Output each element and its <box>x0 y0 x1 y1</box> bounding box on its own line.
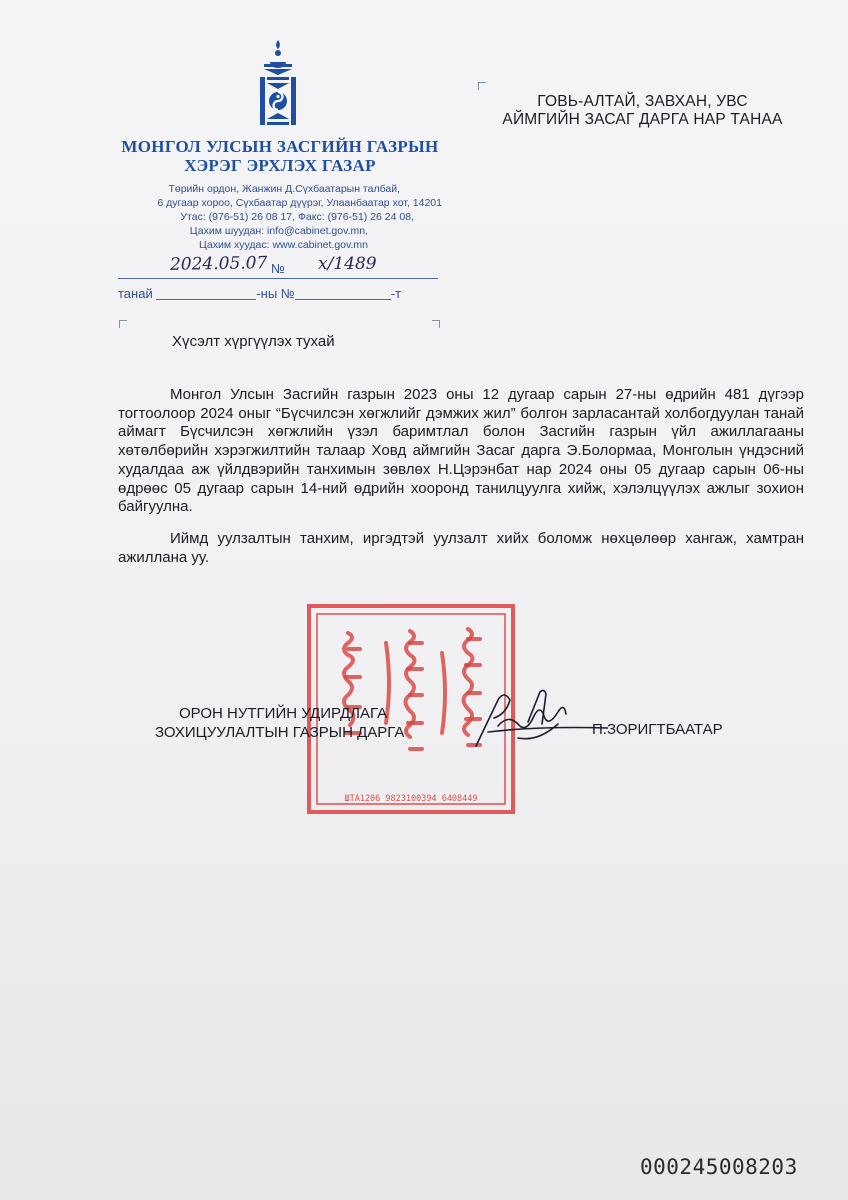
signatory-title-line2: ЗОХИЦУУЛАЛТЫН ГАЗРЫН ДАРГА <box>155 724 405 741</box>
signatory-title-line1: ОРОН НУТГИЙН УДИРДЛАГА <box>179 705 388 722</box>
email-line: Цахим шуудан: info@cabinet.gov.mn, <box>189 225 368 237</box>
contact-block <box>90 182 450 252</box>
soyombo-emblem-icon <box>250 38 306 130</box>
reply-middle: -ны № <box>256 286 295 301</box>
address-line1: Төрийн ордон, Жанжин Д.Сүхбаатарын талбай, <box>168 183 400 195</box>
addressee-line1: ГОВЬ-АЛТАЙ, ЗАВХАН, УВС <box>537 93 748 110</box>
reply-prefix: танай <box>118 286 153 301</box>
handwritten-signature <box>468 686 608 752</box>
handwritten-date: 2024.05.07 <box>169 253 268 275</box>
stamp-registration-text: ШТА1206 9823100394 6408449 <box>344 794 478 804</box>
website-line: Цахим хуудас: www.cabinet.gov.mn <box>198 239 368 251</box>
corner-mark <box>119 320 127 328</box>
corner-mark <box>432 320 440 328</box>
reply-reference-line <box>118 286 448 301</box>
document-serial-number: 000245008203 <box>640 1155 798 1179</box>
body-paragraph-1: Монгол Улсын Засгийн газрын 2023 оны 12 дугаар сарын 27-ны өдрийн 481 дүгээр тогтоолоор 2024 оныг “Бүсчилсэн хөгжлийг дэмжих жил” болгон зарласантай холбогдуулан танай аймагт Бүсчилсэн хөгжлийн үзэл баримтлал болон Засгийн газрын үйл ажиллагааны хөтөлбөрийн хэрэгжилтийн талаар Ховд аймгийн Засаг дарга Э.Болормаа, Монголын үндэсний худалдаа аж үйлдвэрийн танхимын зөвлөх Н.Цэрэнбат нар 2024 оны 05 дугаар сарын 06-ны өдрөөс 05 дугаар сарын 14-ний өдрийн хооронд танилцуулга хийж, хэлэлцүүлэх ажлыг зохион байгуулна. <box>118 386 804 516</box>
reply-date-blank <box>156 287 256 300</box>
body-paragraph-2: Иймд уулзалтын танхим, иргэдтэй уулзалт хийх боломж нөхцөлөөр хангаж, хамтран ажиллана уу. <box>118 529 804 566</box>
signatory-title <box>155 704 404 742</box>
organization-name <box>100 137 460 175</box>
handwritten-number: х/1489 <box>318 254 377 274</box>
letter-body <box>118 386 804 567</box>
phone-fax-line: Утас: (976-51) 26 08 17, Факс: (976-51) 26 24 08, <box>180 211 414 223</box>
signer-name: П.ЗОРИГТБААТАР <box>592 721 723 738</box>
number-label: № <box>271 261 285 276</box>
org-name-line1: МОНГОЛ УЛСЫН ЗАСГИЙН ГАЗРЫН <box>121 137 439 156</box>
letter-subject: Хүсэлт хүргүүлэх тухай <box>172 333 335 350</box>
address-line2: 6 дугаар хороо, Сүхбаатар дүүрэг, Улаанбаатар хот, 14201 <box>157 197 442 209</box>
org-name-line2: ХЭРЭГ ЭРХЛЭХ ГАЗАР <box>184 156 376 175</box>
addressee <box>470 93 815 129</box>
corner-mark <box>478 82 486 90</box>
reply-number-blank <box>295 287 391 300</box>
reply-suffix: -т <box>390 286 402 301</box>
addressee-line2: АЙМГИЙН ЗАСАГ ДАРГА НАР ТАНАА <box>502 111 783 128</box>
